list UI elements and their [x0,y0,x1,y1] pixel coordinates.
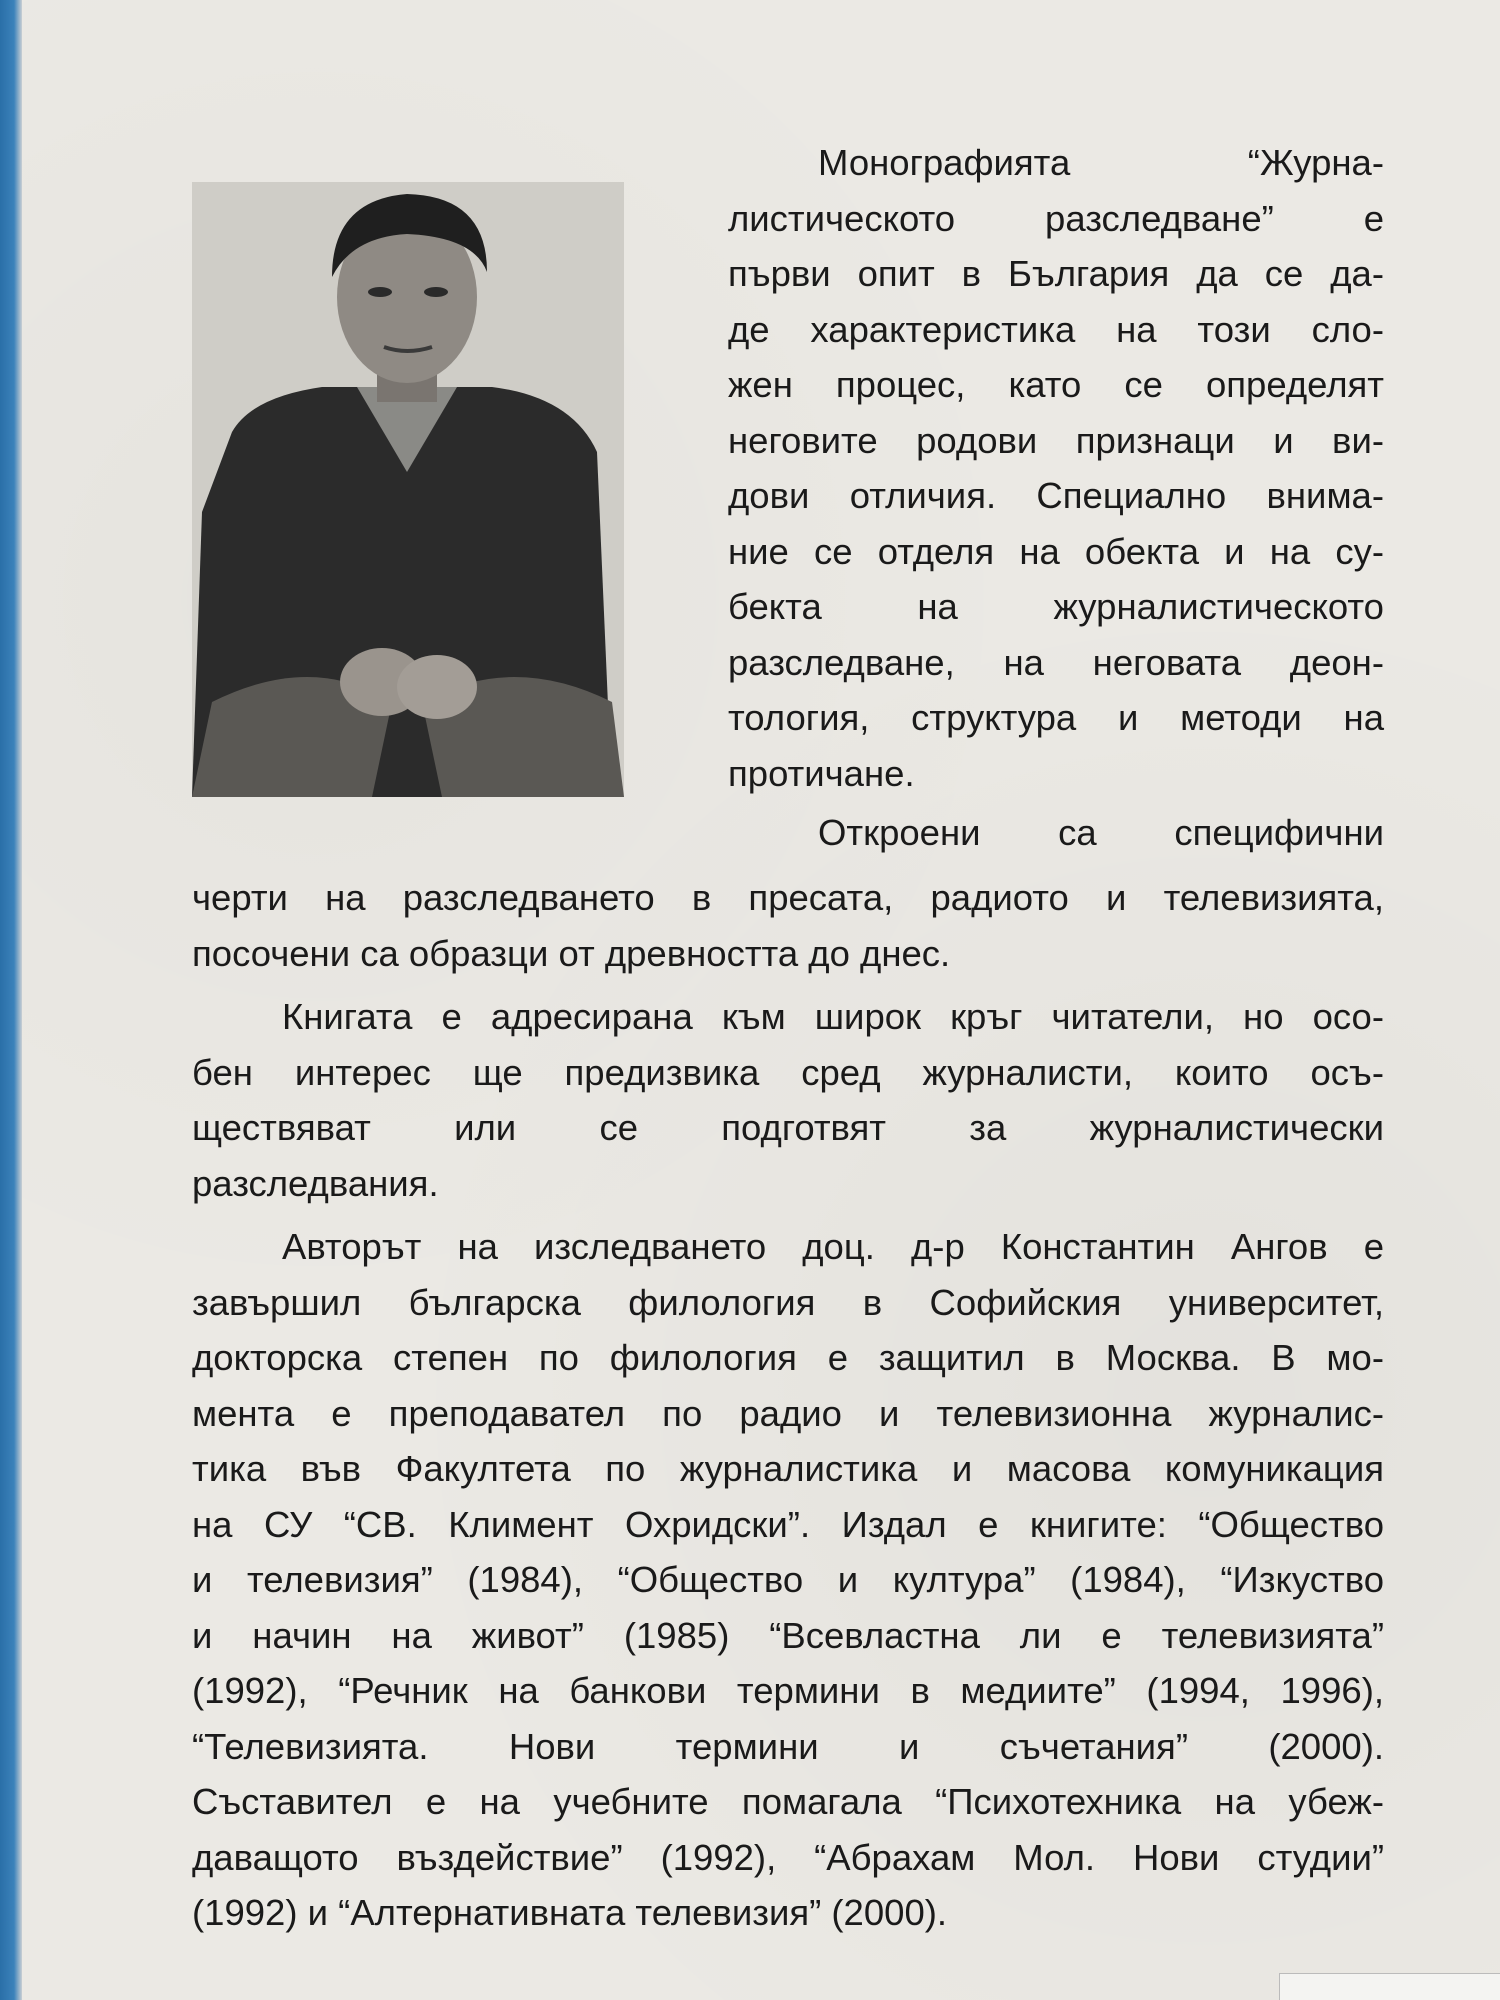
text-line: ние се отделя на обекта и на су- [728,530,1384,572]
text-line: листическото разследване” е [728,197,1384,239]
text-line: посочени са образци от древността до днес. [192,932,951,974]
barcode-sticker-edge [1279,1973,1500,2000]
text-line: тология, структура и методи на [728,697,1384,738]
text-line: бекта на журналистическото [728,586,1384,627]
text-line: и начин на живот” (1985) “Всевластна ли е телевизията” [192,1614,1384,1656]
text-line: бен интерес ще предизвика сред журналисти, които осъ- [192,1051,1384,1093]
text-line: де характеристика на този сло- [728,308,1384,350]
text-line: даващото въздействие” (1992), “Абрахам Мол. Нови студии” [192,1836,1384,1878]
text-line: докторска степен по филология е защитил в Москва. В мо- [192,1337,1384,1378]
text-line: Монографията “Журна- [818,142,1384,183]
text-line: тика във Факултета по журналистика и масова комуникация [192,1448,1384,1489]
text-line: завършил българска филология в Софийския университет, [192,1281,1384,1323]
text-line: Книгата е адресирана към широк кръг читатели, но осо- [282,996,1384,1037]
text-line: дови отличия. Специално внима- [728,475,1384,516]
text-line: Съставител е на учебните помагала “Психотехника на убеж- [192,1781,1384,1822]
text-line: разследване, на неговата деон- [728,641,1384,683]
text-line: черти на разследването в пресата, радиото и телевизията, [192,877,1384,918]
text-line: неговите родови признаци и ви- [728,419,1384,461]
text-line: разследвания. [192,1162,439,1204]
text-line: Откроени са специфични [818,812,1384,853]
author-photo [192,182,624,797]
intro-column [728,135,1384,861]
text-line: “Телевизията. Нови термини и съчетания” (2000). [192,1725,1384,1767]
text-line: първи опит в България да се да- [728,253,1384,294]
text-line: и телевизия” (1984), “Общество и култура” (1984), “Изкуство [192,1559,1384,1600]
text-line: (1992) и “Алтернативната телевизия” (2000). [192,1892,948,1933]
text-line: (1992), “Речник на банкови термини в медиите” (1994, 1996), [192,1670,1384,1711]
text-line: ществяват или се подготвят за журналистически [192,1107,1384,1148]
body-text [192,812,1384,1941]
text-line: жен процес, като се определят [728,364,1384,405]
text-line: Авторът на изследването доц. д-р Константин Ангов е [282,1226,1384,1267]
text-line: протичане. [728,752,915,794]
text-line: на СУ “СВ. Климент Охридски”. Издал е книгите: “Общество [192,1503,1384,1545]
text-line: мента е преподавател по радио и телевизионна журналис- [192,1392,1384,1434]
